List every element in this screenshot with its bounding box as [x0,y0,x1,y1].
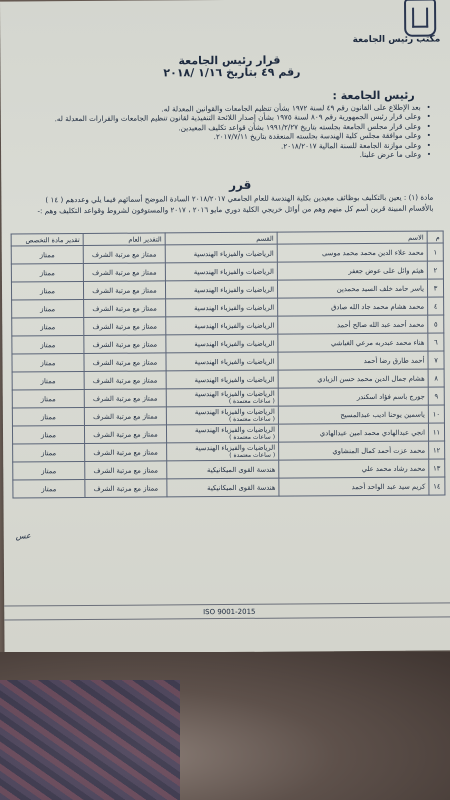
row-overall-grade-text: ممتاز مع مرتبة الشرف [92,375,158,385]
row-index-text: ١٠ [432,410,441,419]
row-department [166,316,278,335]
row-overall-grade [84,407,166,426]
table-body [11,243,445,498]
row-specialty-grade [11,245,83,264]
row-specialty-grade [13,461,85,480]
row-overall-grade-text: ممتاز مع مرتبة الشرف [92,357,158,367]
row-index [428,351,444,369]
row-name-text: جورج باسم فؤاد اسكندر [356,392,425,401]
recital-item: • وعلى موافقة مجلس كلية الهندسة بجلسته المنعقدة بتاريخ ٢٠١٧/٧/١١. [21,131,431,143]
row-department [165,280,277,299]
row-index-text: ٥ [433,320,438,329]
row-name [278,387,428,406]
row-department [167,478,279,497]
row-specialty-grade-text: ممتاز [41,430,57,439]
row-overall-grade [83,281,165,300]
row-index [428,423,444,441]
row-specialty-grade [11,281,83,300]
row-specialty-grade-text: ممتاز [40,376,56,385]
row-specialty-grade [12,389,84,408]
row-specialty-grade [12,299,84,318]
row-specialty-grade [12,335,84,354]
row-department [166,370,278,389]
row-name [278,423,428,442]
row-overall-grade-text: ممتاز مع مرتبة الشرف [92,321,158,331]
row-overall-grade [84,353,166,372]
appointees-table [11,230,446,498]
row-overall-grade-text: ممتاز مع مرتبة الشرف [92,339,158,349]
row-department-note: ( ساعات معتمدة ) [228,415,275,423]
row-department-text: الرياضيات والفيزياء الهندسية [194,321,275,330]
row-name [279,477,429,496]
row-overall-grade-text: ممتاز مع مرتبة الشرف [93,465,159,475]
row-department-text: الرياضيات والفيزياء الهندسية [194,375,275,384]
row-specialty-grade-text: ممتاز [41,484,57,493]
row-overall-grade [85,461,167,480]
row-overall-grade [84,317,166,336]
row-department [167,442,279,461]
row-department [166,352,278,371]
row-specialty-grade-text: ممتاز [39,250,55,259]
row-overall-grade-text: ممتاز مع مرتبة الشرف [93,447,158,457]
row-name [278,297,428,316]
row-overall-grade [84,371,166,390]
decision-title: قرار رئيس الجامعة [178,53,281,68]
article-one: مادة (١) : يعين بالتكليف بوظائف معيدين بكلية الهندسة للعام الجامعي ٢٠١٨/٢٠١٧ السادة الموضح أسمائهم فيما يلي وعددهم ( ١٤ ) بالأقسام المبينة قرين أسم كل منهم وهم من أوائل خريجي الكلية دوري مايو ٢٠١٦ ، ٢٠١٧ والمستوفون لشروط وقواعد التكليف وهم :- [37,192,434,215]
row-specialty-grade-text: ممتاز [41,448,57,457]
row-name-text: كريم سيد عبد الواحد أحمد [351,482,426,491]
row-specialty-grade [12,371,84,390]
row-index-text: ١ [433,248,438,257]
row-department-text: الرياضيات والفيزياء الهندسية [194,407,275,417]
row-department-text: هندسة القوى الميكانيكية [207,465,276,474]
recital-item: • بعد الإطلاع على القانون رقم ٤٩ لسنة ١٩٧٢ بشأن تنظيم الجامعات والقوانين المعدلة له. [21,103,431,115]
row-index-text: ١٤ [433,482,441,491]
row-specialty-grade-text: ممتاز [40,358,56,367]
row-index-text: ١٣ [433,464,441,473]
row-department-text: الرياضيات والفيزياء الهندسية [194,425,276,435]
appointees-table-wrapper [12,230,446,498]
row-department [166,406,278,425]
row-name [278,405,428,424]
row-index-text: ٦ [434,338,438,347]
row-specialty-grade [11,263,83,282]
row-department-text: الرياضيات والفيزياء الهندسية [193,285,275,294]
iso-certification: ISO 9001-2015 [203,607,256,617]
row-overall-grade [84,335,166,354]
header-index: م [427,231,443,243]
row-name-text: هيثم وائل على عوض جعفر [348,266,424,275]
row-name [278,351,428,370]
row-department [165,262,277,281]
row-index [428,387,444,405]
row-index-text: ٤ [433,302,438,311]
header-specialty-grade: تقدير مادة التخصص [11,233,83,246]
row-department-text: الرياضيات والفيزياء الهندسية [193,267,274,276]
row-specialty-grade-text: ممتاز [39,268,55,277]
row-index-text: ١٢ [432,446,441,455]
row-specialty-grade-text: ممتاز [40,304,56,313]
row-name [278,333,428,352]
row-specialty-grade [12,353,84,372]
decision-number: رقم ٤٩ بتاريخ ١/١٦ /٢٠١٨ [163,65,301,80]
row-overall-grade [84,299,166,318]
fabric-background [0,680,180,800]
row-overall-grade-text: ممتاز مع مرتبة الشرف [91,249,157,259]
row-index [429,441,445,459]
row-department-text: الرياضيات والفيزياء الهندسية [194,303,275,312]
row-name [277,243,427,262]
row-specialty-grade-text: ممتاز [39,286,56,295]
row-overall-grade-text: ممتاز مع مرتبة الشرف [92,267,157,277]
recitals-list [21,103,431,162]
row-name-text: ياسر حامد خلف السيد محمدين [336,284,425,293]
decision-heading: قرر [229,177,252,192]
row-name [278,369,428,388]
row-specialty-grade-text: ممتاز [40,322,56,331]
row-name [279,459,429,478]
row-name-text: محمد عزت أحمد كمال المنشاوي [332,446,426,455]
row-overall-grade-text: ممتاز مع مرتبة الشرف [93,483,159,493]
office-name: مكتب رئيس الجامعة [352,34,441,46]
row-index [427,261,443,279]
row-department-text: هندسة القوى الميكانيكية [207,483,276,492]
row-index [428,315,444,333]
recital-item: • وعلى قرار مجلس الجامعة بجلسته بتاريخ ١٩٩١/٢/٢٧ بشأن قواعد تكليف المعيدين. [21,121,431,133]
header-name: الاسم [277,231,427,244]
row-name [277,279,427,298]
recital-item: • وعلى ما عرض علينا. [21,150,431,162]
row-name-text: هشام جمال الدين محمد حسن الزيادي [317,374,425,383]
row-overall-grade-text: ممتاز مع مرتبة الشرف [93,429,158,439]
row-department [166,424,278,443]
row-index [427,243,443,261]
row-index [428,297,444,315]
row-overall-grade-text: ممتاز مع مرتبة الشرف [92,303,157,313]
row-index-text: ٧ [434,356,438,365]
row-name-text: محمد هشام محمد جاد الله صادق [331,302,425,311]
row-index [429,477,445,495]
row-index-text: ٨ [434,374,439,383]
row-overall-grade [84,389,166,408]
row-overall-grade [85,443,167,462]
row-name-text: هناء محمد عبدربه مرعي الغباشي [330,338,425,347]
row-name [279,441,429,460]
row-department [166,334,278,353]
row-index [428,369,444,387]
row-index [428,405,444,423]
row-index-text: ٢ [433,266,438,275]
row-overall-grade-text: ممتاز مع مرتبة الشرف [92,393,158,403]
salutation: رئيس الجامعة : [332,88,415,103]
row-department-note: ( ساعات معتمدة ) [228,397,275,405]
row-specialty-grade-text: ممتاز [41,466,57,475]
row-overall-grade-text: ممتاز مع مرتبة الشرف [93,411,158,421]
recital-item: • وعلى موازنة الجامعة للسنة المالية ٢٠١٨/٢٠١٧. [21,140,431,152]
row-specialty-grade [13,479,85,498]
row-department-text: الرياضيات والفيزياء الهندسية [194,389,275,399]
row-overall-grade [84,425,166,444]
row-index-text: ١١ [432,428,441,437]
header-overall-grade: التقدير العام [83,233,165,246]
row-department-text: الرياضيات والفيزياء الهندسية [194,339,275,348]
row-name [277,261,427,280]
row-name-text: محمد علاء الدين محمد محمد موسى [321,248,424,257]
row-specialty-grade [12,425,84,444]
row-specialty-grade [13,443,85,462]
row-index [429,459,445,477]
row-overall-grade [83,263,165,282]
initials: عس [15,531,31,541]
row-department [165,244,277,263]
row-department [166,298,278,317]
row-department-text: الرياضيات والفيزياء الهندسية [194,357,275,366]
row-name-text: انجي عبدالهادي محمد امين عبدالهادي [319,428,426,437]
row-department [166,388,278,407]
row-department-text: الرياضيات والفيزياء الهندسية [193,249,274,258]
row-index-text: ٣ [433,284,438,293]
row-department [167,460,279,479]
header-department: القسم [165,232,277,245]
row-department-text: الرياضيات والفيزياء الهندسية [195,443,276,453]
row-overall-grade [83,245,165,264]
row-index [427,279,443,297]
row-overall-grade-text: ممتاز مع مرتبة الشرف [92,285,157,295]
row-specialty-grade-text: ممتاز [40,340,56,349]
table-row [13,477,445,498]
row-specialty-grade [12,407,84,426]
row-name-text: محمد أحمد عبد الله صالح أحمد [336,320,425,329]
row-specialty-grade [12,317,84,336]
row-specialty-grade-text: ممتاز [40,394,56,403]
university-logo-icon [404,0,436,37]
row-name-text: أحمد طارق رضا أحمد [363,356,425,365]
row-name-text: محمد رشاد محمد علي [361,464,426,473]
row-department-note: ( ساعات معتمدة ) [229,433,276,441]
row-name-text: ياسمين يوحنا اديب عبدالمسيح [340,410,425,419]
row-index [428,333,444,351]
row-specialty-grade-text: ممتاز [40,412,56,421]
row-department-note: ( ساعات معتمدة ) [229,451,276,459]
row-overall-grade [85,479,167,498]
row-index-text: ٩ [434,392,439,401]
recital-item: • وعلى قرار رئيس الجمهورية رقم ٨٠٩ لسنة ١٩٧٥ بشأن إصدار اللائحة التنفيذية لقانون تنظيم الجامعات والقرارات المعدلة له. [21,112,431,124]
row-name [278,315,428,334]
